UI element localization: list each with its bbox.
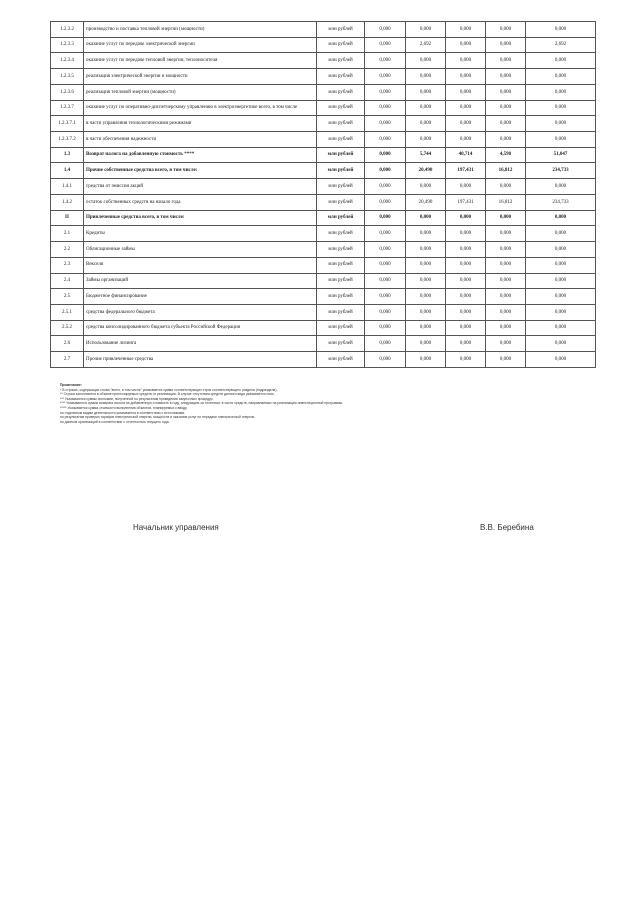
row-value: 0,000 bbox=[446, 37, 486, 53]
table-row bbox=[51, 242, 596, 258]
row-value: 0,000 bbox=[446, 210, 486, 226]
row-value: 0,000 bbox=[365, 69, 406, 85]
footnotes-title: Примечание: bbox=[60, 383, 82, 387]
row-number: 1.4.1 bbox=[51, 179, 84, 195]
row-value: 51,047 bbox=[526, 147, 596, 163]
row-value: 0,000 bbox=[406, 53, 446, 69]
row-value: 0,000 bbox=[446, 289, 486, 305]
table-row bbox=[51, 132, 596, 148]
row-unit: млн рублей bbox=[317, 210, 365, 226]
row-value: 0,000 bbox=[406, 320, 446, 336]
table-row bbox=[51, 273, 596, 289]
row-value: 0,000 bbox=[526, 179, 596, 195]
row-value: 0,000 bbox=[365, 289, 406, 305]
table-row bbox=[51, 116, 596, 132]
footnote-line: по отдельным видам деятельности указывается в соответствии с источниками. bbox=[60, 410, 186, 415]
row-name: в части обеспечения надежности bbox=[84, 132, 317, 148]
row-value: 0,000 bbox=[526, 210, 596, 226]
row-unit: млн рублей bbox=[317, 226, 365, 242]
row-value: 0,000 bbox=[486, 22, 526, 38]
row-unit: млн рублей bbox=[317, 116, 365, 132]
row-name: оказание услуг по оперативно-диспетчерскому управлению в электроэнергетике всего, в том числе bbox=[84, 100, 317, 116]
row-unit: млн рублей bbox=[317, 320, 365, 336]
table-row bbox=[51, 210, 596, 226]
row-number: 1.2.3.4 bbox=[51, 53, 84, 69]
row-value: 20,490 bbox=[406, 194, 446, 210]
row-value: 0,000 bbox=[406, 69, 446, 85]
row-number: II bbox=[51, 210, 84, 226]
row-value: 0,000 bbox=[526, 22, 596, 38]
row-value: 0,000 bbox=[406, 100, 446, 116]
row-value: 0,000 bbox=[446, 179, 486, 195]
row-unit: млн рублей bbox=[317, 84, 365, 100]
row-value: 0,000 bbox=[486, 69, 526, 85]
row-value: 0,000 bbox=[365, 100, 406, 116]
row-unit: млн рублей bbox=[317, 336, 365, 352]
row-value: 0,000 bbox=[526, 242, 596, 258]
row-value: 0,000 bbox=[406, 273, 446, 289]
row-value: 0,000 bbox=[486, 242, 526, 258]
row-unit: млн рублей bbox=[317, 194, 365, 210]
row-name: Привлеченные средства всего, в том числе: bbox=[84, 210, 317, 226]
row-value: 0,000 bbox=[486, 179, 526, 195]
row-value: 2,692 bbox=[406, 37, 446, 53]
row-value: 0,000 bbox=[406, 289, 446, 305]
row-value: 2,692 bbox=[526, 37, 596, 53]
footnote-line: **** Указываются суммы возврата налога на добавленную стоимость в году, следующем за отчетным, в части средств, направляемых на реализацию инвестиционной программы. bbox=[60, 401, 344, 406]
row-unit: млн рублей bbox=[317, 163, 365, 179]
row-value: 0,000 bbox=[365, 84, 406, 100]
row-value: 0,000 bbox=[446, 69, 486, 85]
row-unit: млн рублей bbox=[317, 289, 365, 305]
row-value: 0,000 bbox=[446, 226, 486, 242]
footnote-line: *** Указываются суммы экономии, полученной по результатам проведения закупочных процедур. bbox=[60, 396, 214, 401]
row-value: 234,733 bbox=[526, 194, 596, 210]
row-value: 0,000 bbox=[365, 257, 406, 273]
row-number: 2.1 bbox=[51, 226, 84, 242]
row-value: 0,000 bbox=[446, 100, 486, 116]
row-number: 2.5 bbox=[51, 289, 84, 305]
row-value: 0,000 bbox=[446, 53, 486, 69]
table-row bbox=[51, 84, 596, 100]
row-value: 0,000 bbox=[446, 22, 486, 38]
row-value: 0,000 bbox=[365, 352, 406, 368]
row-value: 16,812 bbox=[486, 163, 526, 179]
table-row bbox=[51, 289, 596, 305]
table-row bbox=[51, 147, 596, 163]
financing-sources-table bbox=[50, 21, 596, 368]
row-name: Прочие собственные средства всего, в том числе: bbox=[84, 163, 317, 179]
table-row bbox=[51, 320, 596, 336]
row-value: 234,733 bbox=[526, 163, 596, 179]
row-name: остаток собственных средств на начало года bbox=[84, 194, 317, 210]
footnotes-lines bbox=[60, 388, 580, 425]
row-unit: млн рублей bbox=[317, 22, 365, 38]
row-number: 1.2.3.2 bbox=[51, 22, 84, 38]
row-value: 0,000 bbox=[406, 179, 446, 195]
row-name: реализация тепловой энергии (мощности) bbox=[84, 84, 317, 100]
row-value: 0,000 bbox=[486, 257, 526, 273]
row-value: 0,000 bbox=[526, 69, 596, 85]
row-value: 0,000 bbox=[365, 273, 406, 289]
row-number: 2.7 bbox=[51, 352, 84, 368]
table-row bbox=[51, 69, 596, 85]
row-value: 0,000 bbox=[486, 289, 526, 305]
row-value: 0,000 bbox=[365, 210, 406, 226]
footnote-line: по данным организаций в соответствии с отчетностью текущего года. bbox=[60, 419, 170, 424]
row-value: 0,000 bbox=[446, 336, 486, 352]
row-value: 0,000 bbox=[446, 320, 486, 336]
row-name: средства федерального бюджета bbox=[84, 304, 317, 320]
table-row bbox=[51, 100, 596, 116]
row-value: 0,000 bbox=[446, 84, 486, 100]
row-value: 0,000 bbox=[406, 22, 446, 38]
row-value: 0,000 bbox=[486, 84, 526, 100]
row-value: 0,000 bbox=[526, 116, 596, 132]
row-name: средства консолидированного бюджета субъекта Российской Федерации bbox=[84, 320, 317, 336]
row-value: 197,431 bbox=[446, 163, 486, 179]
row-value: 0,000 bbox=[486, 273, 526, 289]
row-value: 0,000 bbox=[526, 273, 596, 289]
footnote-line: ** Строки заполняются в объеме прогнозируемых средств от реализации. В случае отсутствия средств данного вида указывается ноль. bbox=[60, 392, 275, 397]
row-value: 0,000 bbox=[486, 116, 526, 132]
row-value: 0,000 bbox=[526, 352, 596, 368]
row-value: 0,000 bbox=[365, 179, 406, 195]
row-number: 2.4 bbox=[51, 273, 84, 289]
row-value: 0,000 bbox=[446, 242, 486, 258]
row-value: 0,000 bbox=[365, 53, 406, 69]
row-value: 0,000 bbox=[526, 84, 596, 100]
row-value: 0,000 bbox=[365, 22, 406, 38]
row-name: средства от эмиссии акций bbox=[84, 179, 317, 195]
row-value: 0,000 bbox=[526, 132, 596, 148]
row-value: 16,812 bbox=[486, 194, 526, 210]
row-value: 0,000 bbox=[446, 116, 486, 132]
row-number: 1.4.2 bbox=[51, 194, 84, 210]
row-value: 20,490 bbox=[406, 163, 446, 179]
row-name: Бюджетное финансирование bbox=[84, 289, 317, 305]
row-value: 0,000 bbox=[406, 116, 446, 132]
row-value: 0,000 bbox=[486, 226, 526, 242]
row-value: 0,000 bbox=[526, 289, 596, 305]
row-number: 2.5.1 bbox=[51, 304, 84, 320]
row-name: оказание услуг по передаче тепловой энергии, теплоносителя bbox=[84, 53, 317, 69]
row-value: 0,000 bbox=[365, 226, 406, 242]
row-value: 0,000 bbox=[526, 226, 596, 242]
table-row bbox=[51, 194, 596, 210]
table-row bbox=[51, 336, 596, 352]
row-value: 0,000 bbox=[486, 53, 526, 69]
row-unit: млн рублей bbox=[317, 304, 365, 320]
table-row bbox=[51, 53, 596, 69]
row-value: 0,000 bbox=[406, 242, 446, 258]
row-number: 1.2.3.6 bbox=[51, 84, 84, 100]
row-value: 0,000 bbox=[406, 352, 446, 368]
row-name: реализация электрической энергии и мощности bbox=[84, 69, 317, 85]
row-unit: млн рублей bbox=[317, 257, 365, 273]
row-value: 0,000 bbox=[526, 304, 596, 320]
row-name: оказание услуг по передаче электрической энергии bbox=[84, 37, 317, 53]
row-value: 0,000 bbox=[365, 242, 406, 258]
row-number: 1.4 bbox=[51, 163, 84, 179]
row-value: 0,000 bbox=[486, 37, 526, 53]
row-value: 0,000 bbox=[486, 352, 526, 368]
row-value: 0,000 bbox=[365, 37, 406, 53]
row-value: 0,000 bbox=[365, 147, 406, 163]
row-value: 0,000 bbox=[365, 304, 406, 320]
row-number: 1.2.3.7 bbox=[51, 100, 84, 116]
table-row bbox=[51, 226, 596, 242]
row-unit: млн рублей bbox=[317, 273, 365, 289]
row-unit: млн рублей bbox=[317, 147, 365, 163]
row-value: 0,000 bbox=[486, 210, 526, 226]
row-value: 197,431 bbox=[446, 194, 486, 210]
row-value: 0,000 bbox=[406, 226, 446, 242]
row-value: 0,000 bbox=[446, 273, 486, 289]
row-unit: млн рублей bbox=[317, 37, 365, 53]
row-value: 0,000 bbox=[526, 257, 596, 273]
row-value: 0,000 bbox=[486, 132, 526, 148]
table-body bbox=[51, 22, 596, 368]
row-name: Векселя bbox=[84, 257, 317, 273]
table-row bbox=[51, 352, 596, 368]
row-number: 2.5.2 bbox=[51, 320, 84, 336]
signature-position: Начальник управления bbox=[133, 523, 219, 532]
row-number: 2.6 bbox=[51, 336, 84, 352]
footnotes bbox=[60, 383, 580, 424]
row-value: 0,000 bbox=[406, 336, 446, 352]
row-unit: млн рублей bbox=[317, 53, 365, 69]
row-value: 0,000 bbox=[446, 352, 486, 368]
row-unit: млн рублей bbox=[317, 352, 365, 368]
row-name: в части управления технологическими режимами bbox=[84, 116, 317, 132]
row-name: Кредиты bbox=[84, 226, 317, 242]
row-value: 0,000 bbox=[526, 53, 596, 69]
row-number: 1.2.3.7.2 bbox=[51, 132, 84, 148]
row-value: 0,000 bbox=[406, 84, 446, 100]
row-value: 0,000 bbox=[526, 336, 596, 352]
row-value: 0,000 bbox=[365, 116, 406, 132]
row-value: 0,000 bbox=[446, 304, 486, 320]
row-number: 1.2.3.5 bbox=[51, 69, 84, 85]
row-value: 0,000 bbox=[406, 257, 446, 273]
table-row bbox=[51, 37, 596, 53]
row-value: 0,000 bbox=[486, 320, 526, 336]
row-value: 0,000 bbox=[486, 304, 526, 320]
row-value: 40,714 bbox=[446, 147, 486, 163]
row-name: Прочие привлеченные средства bbox=[84, 352, 317, 368]
row-value: 0,000 bbox=[406, 210, 446, 226]
row-name: Облигационные займы bbox=[84, 242, 317, 258]
row-value: 5,744 bbox=[406, 147, 446, 163]
table-row bbox=[51, 257, 596, 273]
row-value: 0,000 bbox=[365, 320, 406, 336]
row-number: 1.3 bbox=[51, 147, 84, 163]
row-number: 2.2 bbox=[51, 242, 84, 258]
row-unit: млн рублей bbox=[317, 242, 365, 258]
row-value: 0,000 bbox=[446, 257, 486, 273]
footnote-line: * В строках, содержащих слова "всего, в том числе" указывается сумма соответствующих строк соответствующего раздела (подраздела). bbox=[60, 387, 278, 392]
row-value: 0,000 bbox=[365, 336, 406, 352]
table-row bbox=[51, 179, 596, 195]
row-number: 2.3 bbox=[51, 257, 84, 273]
table-row bbox=[51, 304, 596, 320]
row-name: Возврат налога на добавленную стоимость **** bbox=[84, 147, 317, 163]
row-value: 0,000 bbox=[365, 163, 406, 179]
row-value: 0,000 bbox=[365, 132, 406, 148]
row-value: 4,590 bbox=[486, 147, 526, 163]
footnote-line: ***** Указывается сумма стоимости выполнения объектов, планируемых к вводу. bbox=[60, 405, 188, 410]
row-unit: млн рублей bbox=[317, 132, 365, 148]
row-unit: млн рублей bbox=[317, 69, 365, 85]
row-name: Использование лизинга bbox=[84, 336, 317, 352]
signature-person: В.В. Беребина bbox=[480, 523, 534, 532]
row-value: 0,000 bbox=[486, 100, 526, 116]
row-value: 0,000 bbox=[526, 100, 596, 116]
row-name: производство и поставка тепловой энергии (мощности) bbox=[84, 22, 317, 38]
table-row bbox=[51, 163, 596, 179]
row-number: 1.2.3.3 bbox=[51, 37, 84, 53]
row-value: 0,000 bbox=[406, 132, 446, 148]
table-row bbox=[51, 22, 596, 38]
row-value: 0,000 bbox=[526, 320, 596, 336]
row-value: 0,000 bbox=[486, 336, 526, 352]
row-name: Займы организаций bbox=[84, 273, 317, 289]
row-value: 0,000 bbox=[365, 194, 406, 210]
row-unit: млн рублей bbox=[317, 100, 365, 116]
footnote-line: по результатам проверки тарифов электрической энергии, мощности и оказания услуг по передаче электрической энергии. bbox=[60, 415, 256, 420]
row-value: 0,000 bbox=[446, 132, 486, 148]
row-number: 1.2.3.7.1 bbox=[51, 116, 84, 132]
row-unit: млн рублей bbox=[317, 179, 365, 195]
row-value: 0,000 bbox=[406, 304, 446, 320]
